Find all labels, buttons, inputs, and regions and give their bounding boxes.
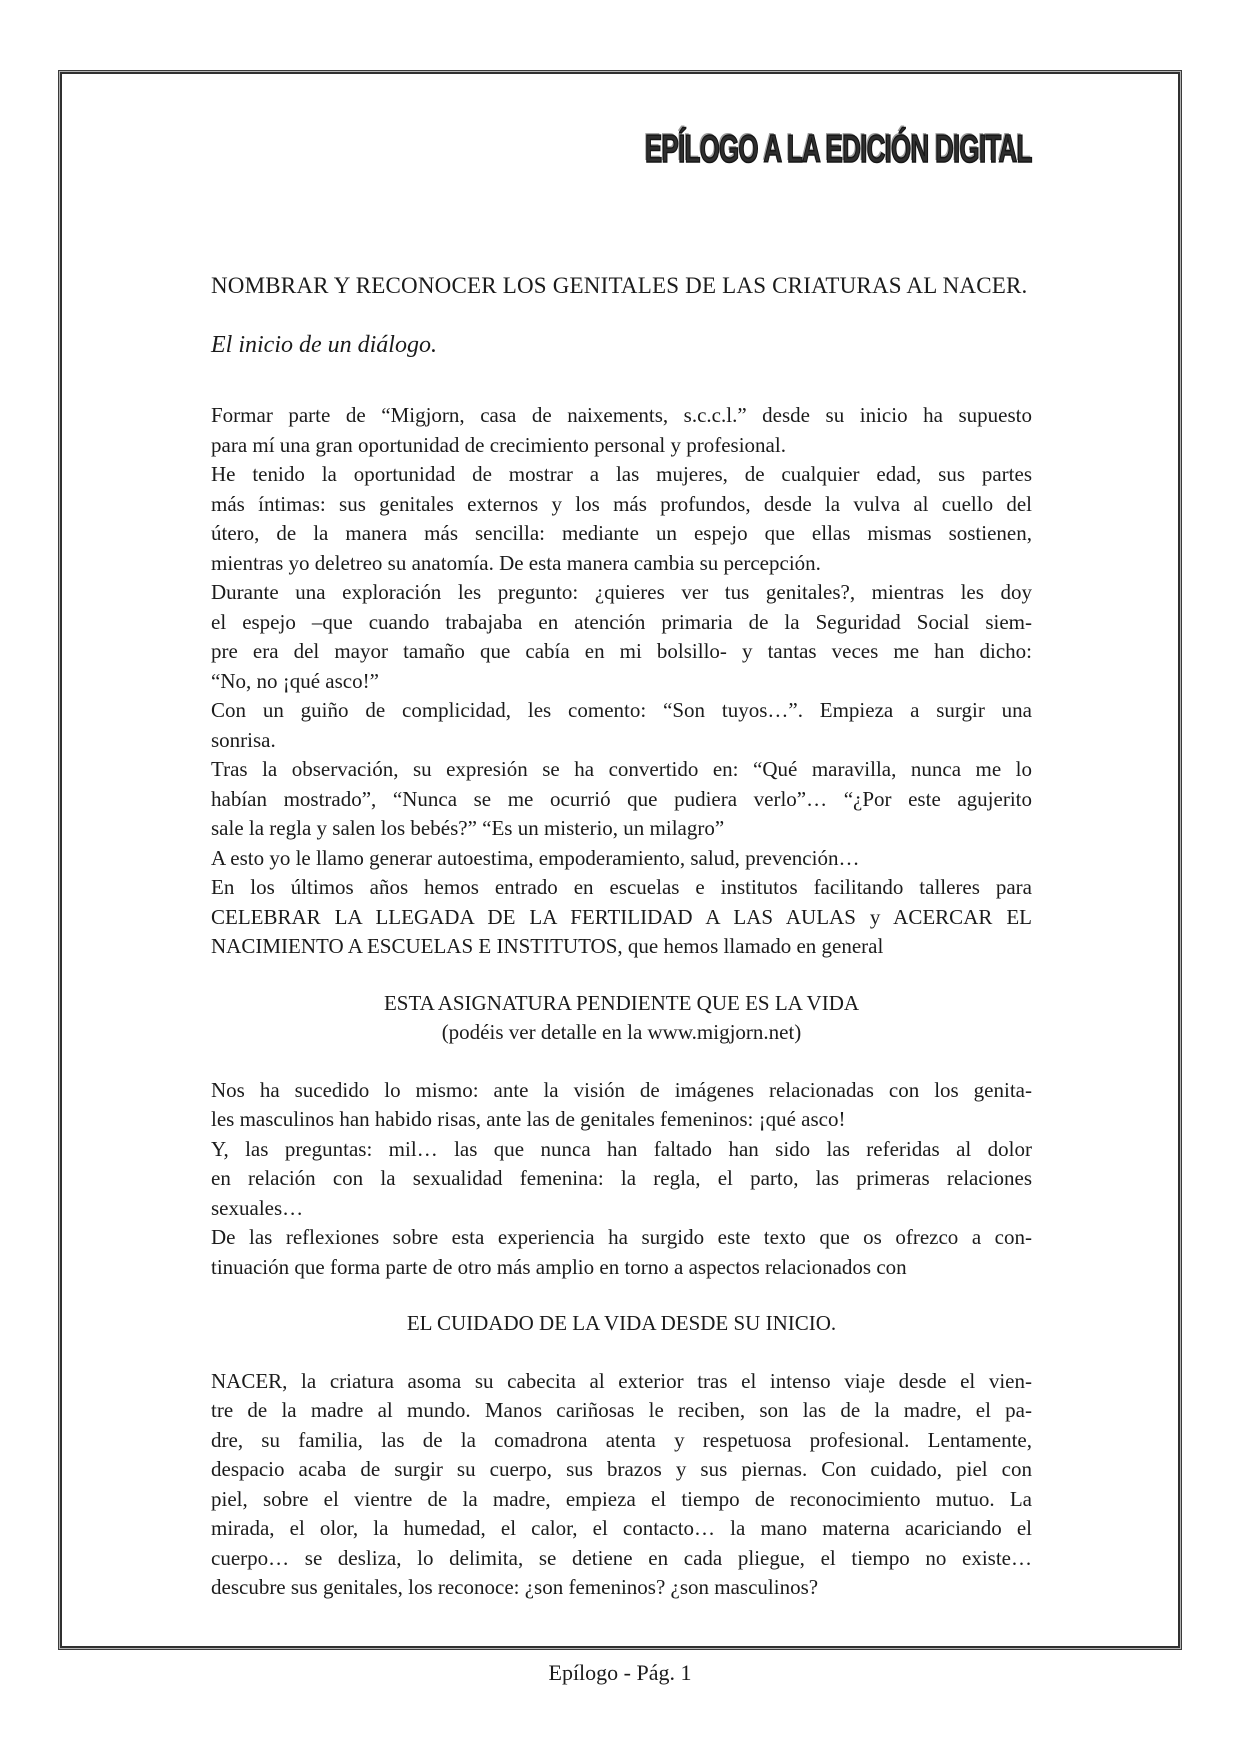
body-block <box>211 1076 1032 1283</box>
body-line: para mí una gran oportunidad de crecimiento personal y profesional. <box>211 432 786 457</box>
body-line: útero, de la manera más sencilla: mediante un espejo que ellas mismas sostienen, <box>211 521 1032 545</box>
centered-block <box>211 989 1032 1048</box>
centered-line: EL CUIDADO DE LA VIDA DESDE SU INICIO. <box>406 1311 837 1335</box>
body-line: más íntimas: sus genitales externos y los más profundos, desde la vulva al cuello del <box>211 491 1032 516</box>
body-line: descubre sus genitales, los reconoce: ¿son femeninos? ¿son masculinos? <box>211 1575 819 1599</box>
body-line: NACER, la criatura asoma su cabecita al exterior tras el intenso viaje desde el vien- <box>211 1368 1032 1393</box>
body-block <box>211 401 1032 962</box>
body-line: CELEBRAR LA LLEGADA DE LA FERTILIDAD A LAS AULAS y ACERCAR EL <box>211 904 1032 929</box>
body-line: Durante una exploración les pregunto: ¿quieres ver tus genitales?, mientras les doy <box>211 580 1032 604</box>
body-line: En los últimos años hemos entrado en escuelas e institutos facilitando talleres para <box>211 875 1032 899</box>
body-line: Nos ha sucedido lo mismo: ante la visión de imágenes relacionadas con los genita- <box>211 1077 1032 1102</box>
body-line: en relación con la sexualidad femenina: la regla, el parto, las primeras relaciones <box>211 1166 1032 1190</box>
body-line: habían mostrado”, “Nunca se me ocurrió que pudiera verlo”… “¿Por este agujerito <box>211 786 1032 811</box>
page-frame-inner <box>60 72 1180 1648</box>
body-line: De las reflexiones sobre esta experiencia ha surgido este texto que os ofrezco a con- <box>211 1225 1032 1249</box>
body-line: mientras yo deletreo su anatomía. De esta manera cambia su percepción. <box>211 550 821 575</box>
body-line: “No, no ¡qué asco!” <box>211 668 379 693</box>
centered-line: ESTA ASIGNATURA PENDIENTE QUE ES LA VIDA <box>383 990 860 1015</box>
content-blocks <box>211 271 1032 1603</box>
centered-line: (podéis ver detalle en la www.migjorn.net) <box>441 1020 802 1044</box>
body-line: Formar parte de “Migjorn, casa de naixements, s.c.c.l.” desde su inicio ha supuesto <box>211 403 1032 427</box>
body-line: Y, las preguntas: mil… las que nunca han faltado han sido las referidas al dolor <box>211 1136 1032 1161</box>
page-content <box>62 74 1178 1646</box>
body-line: el espejo –que cuando trabajaba en atención primaria de la Seguridad Social siem- <box>211 609 1032 634</box>
body-line: tinuación que forma parte de otro más amplio en torno a aspectos relacionados con <box>211 1254 907 1279</box>
body-line: NACIMIENTO A ESCUELAS E INSTITUTOS, que hemos llamado en general <box>211 934 884 958</box>
centered-block <box>211 1309 1032 1339</box>
body-block <box>211 1367 1032 1603</box>
body-line: sale la regla y salen los bebés?” “Es un misterio, un milagro” <box>211 816 725 840</box>
body-line: Con un guiño de complicidad, les comento: “Son tuyos…”. Empieza a surgir una <box>211 698 1032 722</box>
body-line: pre era del mayor tamaño que cabía en mi bolsillo- y tantas veces me han dicho: <box>211 639 1032 663</box>
section-subtitle: El inicio de un diálogo. <box>211 332 437 358</box>
body-line: cuerpo… se desliza, lo delimita, se detiene en cada pliegue, el tiempo no existe… <box>211 1545 1032 1570</box>
page-title <box>211 130 1032 178</box>
body-line: He tenido la oportunidad de mostrar a las mujeres, de cualquier edad, sus partes <box>211 462 1032 486</box>
body-line: A esto yo le llamo generar autoestima, empoderamiento, salud, prevención… <box>211 845 860 870</box>
body-line: sexuales… <box>211 1195 304 1220</box>
page-frame <box>58 70 1182 1650</box>
body-line: piel, sobre el vientre de la madre, empieza el tiempo de reconocimiento mutuo. La <box>211 1486 1032 1511</box>
page-title-text: EPÍLOGO A LA EDICIÓN DIGITAL <box>645 128 1032 172</box>
body-line: mirada, el olor, la humedad, el calor, el contacto… la mano materna acariciando el <box>211 1516 1032 1540</box>
body-line: despacio acaba de surgir su cuerpo, sus brazos y sus piernas. Con cuidado, piel con <box>211 1457 1032 1481</box>
body-line: Tras la observación, su expresión se ha convertido en: “Qué maravilla, nunca me lo <box>211 757 1032 781</box>
body-line: dre, su familia, las de la comadrona atenta y respetuosa profesional. Lentamente, <box>211 1427 1032 1452</box>
body-line: les masculinos han habido risas, ante las de genitales femeninos: ¡qué asco! <box>211 1107 846 1131</box>
section-heading: NOMBRAR Y RECONOCER LOS GENITALES DE LAS CRIATURAS AL NACER. <box>211 273 1028 298</box>
body-line: tre de la madre al mundo. Manos cariñosas le reciben, son las de la madre, el pa- <box>211 1398 1032 1422</box>
body-line: sonrisa. <box>211 727 276 752</box>
page-footer: Epílogo - Pág. 1 <box>548 1660 692 1685</box>
